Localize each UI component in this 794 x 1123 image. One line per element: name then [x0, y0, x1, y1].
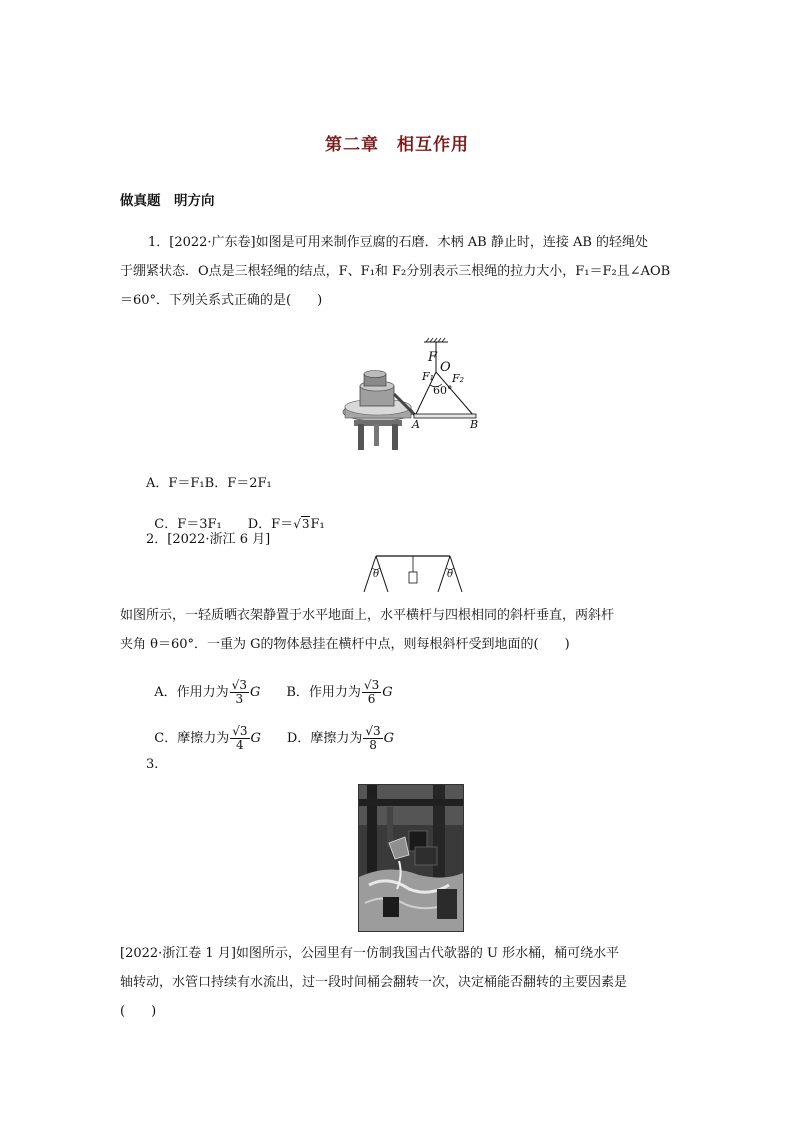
q2-header: 2．[2022·浙江 6 月] — [146, 532, 271, 547]
label-F2: F₂ — [452, 372, 465, 385]
millstone-diagram — [340, 336, 490, 456]
q1-option-cd — [146, 498, 325, 532]
q2-option-d-denominator: 8 — [369, 738, 377, 752]
label-A: A — [412, 418, 420, 431]
question-3-text — [120, 939, 680, 1026]
theta-label-left: θ — [373, 569, 380, 580]
q2-option-a-denominator: 3 — [235, 692, 244, 706]
q2-option-c-g: G — [250, 731, 261, 746]
label-F1: F₁ — [422, 370, 435, 383]
q2-line-1: 如图所示，一轻质晒衣架静置于水平地面上，水平横杆与四根相同的斜杆垂直，两斜杆 — [120, 608, 615, 623]
sqrt-symbol: √ — [365, 724, 374, 738]
q2-option-d-fraction — [363, 725, 382, 752]
q3-line-1: [2022·浙江卷 1 月]如图所示，公园里有一仿制我国古代欹器的 U 形水桶，桶可绕水平 — [120, 946, 620, 961]
q2-option-d-g: G — [383, 731, 395, 746]
section-heading: 做真题 明方向 — [120, 193, 215, 209]
theta-label-right: θ — [447, 569, 454, 580]
sqrt-symbol: √ — [231, 678, 240, 692]
sqrt-symbol: √3 — [293, 517, 310, 531]
q3-photo — [358, 784, 464, 932]
q3-number: 3. — [146, 757, 159, 772]
water-bucket-photo — [359, 785, 463, 931]
label-F: F — [428, 350, 438, 365]
q2-option-a-fraction — [230, 679, 249, 706]
q3-line-3: ( ) — [120, 1004, 157, 1019]
q2-option-c-fraction — [230, 725, 249, 752]
q1-optd-tail: F₁ — [310, 517, 325, 532]
q2-option-a-label: A．作用力为 — [154, 685, 229, 700]
q2-option-b-denominator: 6 — [367, 692, 376, 706]
q2-figure — [358, 552, 468, 594]
q2-option-c-radicand: 3 — [239, 724, 248, 738]
label-angle: 60° — [433, 384, 453, 397]
q2-option-a-g: G — [249, 685, 261, 700]
q1-line-3: ＝60°．下列关系式正确的是( ) — [120, 293, 323, 308]
label-B: B — [470, 418, 479, 431]
sqrt-symbol: √ — [232, 724, 240, 738]
q2-option-d-radicand: 3 — [373, 724, 381, 738]
q1-option-cd-text: C．F＝3F₁ D．F＝ — [154, 517, 294, 532]
q2-option-b-fraction — [362, 679, 381, 706]
question-1-text — [120, 228, 680, 315]
q1-figure — [340, 336, 490, 456]
q3-line-2: 轴转动，水管口持续有水流出，过一段时间桶会翻转一次，决定桶能否翻转的主要因素是 — [120, 975, 628, 990]
q1-line-1: 1．[2022·广东卷]如图是可用来制作豆腐的石磨．木柄 AB 静止时，连接 AB 的轻绳处 — [148, 235, 649, 250]
q2-option-ab — [146, 664, 393, 706]
q2-line-2: 夹角 θ＝60°．一重为 G的物体悬挂在横杆中点，则每根斜杆受到地面的( ) — [120, 637, 570, 652]
q2-option-c-denominator: 4 — [236, 738, 244, 752]
q1-optd-radicand: 3 — [301, 517, 310, 531]
label-O: O — [440, 360, 451, 375]
q2-option-d-label: D．摩擦力为 — [286, 731, 363, 746]
q2-option-cd — [146, 710, 394, 752]
q2-option-b-label: B．作用力为 — [286, 685, 361, 700]
q2-option-b-radicand: 3 — [371, 678, 380, 692]
q2-option-a-radicand: 3 — [239, 678, 247, 692]
chapter-title: 第二章 相互作用 — [325, 135, 469, 155]
sqrt-symbol: √ — [363, 678, 372, 692]
question-2-text — [120, 601, 680, 659]
q1-line-2: 于绷紧状态．O点是三根轻绳的结点，F、F₁和 F₂分别表示三根绳的拉力大小，F₁＝F₂且∠AOB — [120, 264, 671, 279]
q2-option-c-label: C．摩擦力为 — [154, 731, 230, 746]
q2-option-b-g: G — [382, 685, 393, 700]
q1-option-ab: A．F＝F₁B．F＝2F₁ — [146, 476, 272, 491]
